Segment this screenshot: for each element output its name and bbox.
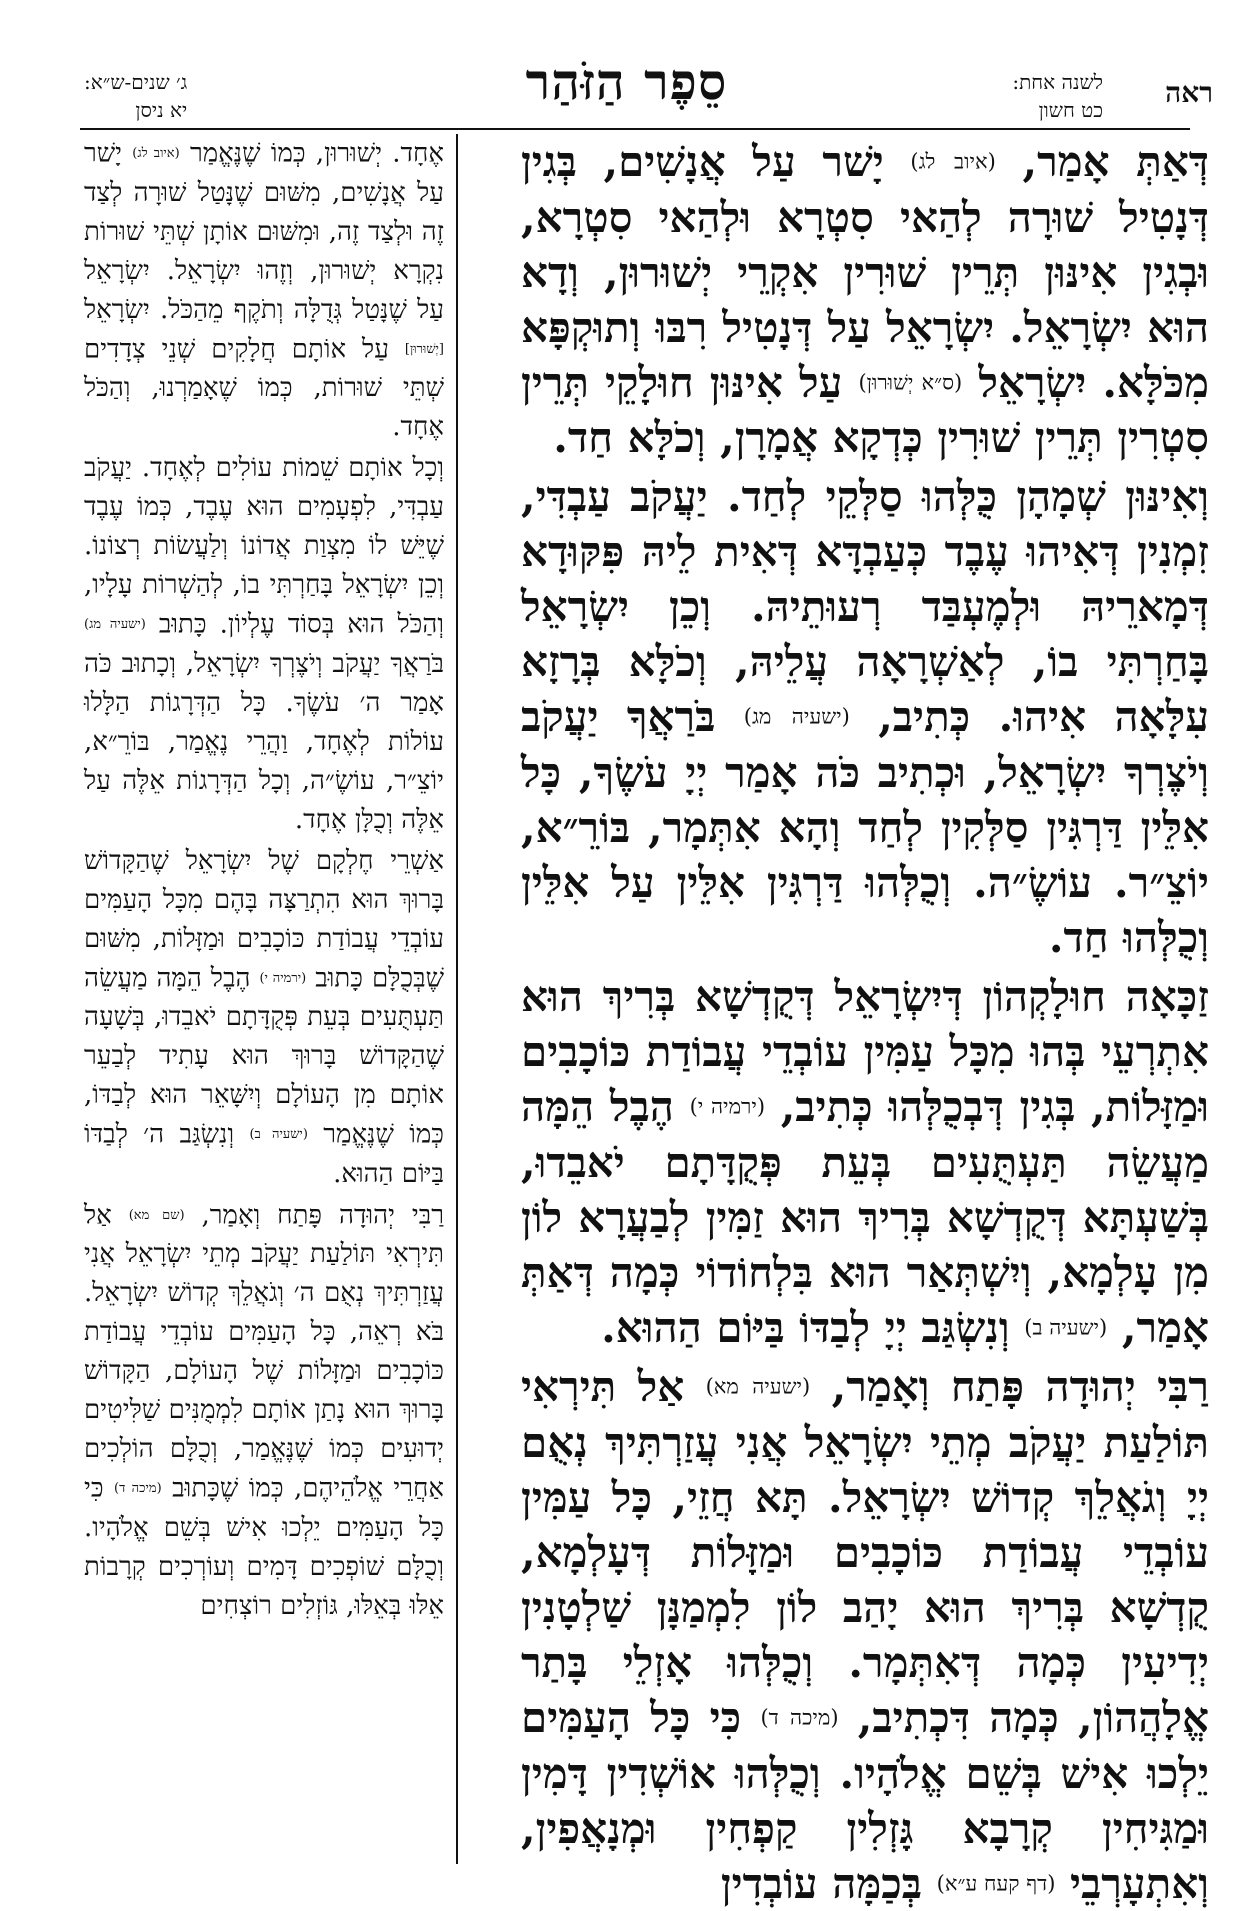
side-s4-end2: כִּי כָּל הָעַמִּים יֵלְכוּ אִישׁ בְּשֵׁם אֱלֹהָיו. וְכֻלָּם שׁוֹפְכִים דָּמִים וְעוֹרְכִים קְרָבוֹת אֵלּוּ בְּאֵלּוּ, גּוֹזְלִים רוֹצְחִים bbox=[84, 1473, 444, 1621]
verse-reference: (שם מא) bbox=[128, 1207, 185, 1223]
book-title: סֵפֶר הַזֹּהַר bbox=[525, 52, 728, 111]
side-paragraph-2 bbox=[84, 449, 444, 840]
main-p2-start: וְאִינּוּן שְׁמָהָן כֻּלְּהוּ סַלְּקֵי לְחַד. יַעֲקֹב עַבְדִּי, זִמְנִין דְּאִיהוּ עֶבֶד כְּעַבְדָּא דְּאִית לֵיהּ פִּקּוּדָא דְּמָארֵיהּ וּלְמֶעְבַּד רְעוּתֵיהּ. וְכֵן יִשְׂרָאֵל בָּחַרְתִּי בוֹ, לְאַשְׁרָאָה עֲלֵיהּ, וְכֹלָּא בְּרָזָא עִלָּאָה אִיהוּ. כְּתִיב, bbox=[521, 472, 1210, 742]
side-s1-start: אֶחָד. יְשׁוּרוּן, כְּמוֹ שֶׁנֶּאֱמַר bbox=[189, 138, 445, 169]
main-paragraph-2 bbox=[521, 469, 1209, 965]
verse-reference: (ירמיה י) bbox=[689, 1094, 766, 1119]
page-header bbox=[0, 0, 1253, 120]
verse-reference: (ישעיה מג) bbox=[743, 704, 850, 729]
side-s3-end: הֶבֶל הֵמָּה מַעֲשֵׂה תַּעְתֻּעִים בְּעֵת פְּקֻדָּתָם יֹאבֵדוּ, בְּשָׁעָה שֶׁהַקָּדוֹשׁ בָּרוּךְ הוּא עָתִיד לְבַעֵר אוֹתָם מִן הָעוֹלָם וְיִשָּׁאֵר הוּא לְבַדּוֹ, כְּמוֹ שֶׁנֶּאֱמַר bbox=[84, 963, 445, 1150]
verse-reference: (ישעיה ב) bbox=[249, 1127, 308, 1143]
verse-reference: (ירמיה י) bbox=[259, 970, 307, 986]
side-s4-start: רַבִּי יְהוּדָה פָּתַח וְאָמַר, bbox=[201, 1200, 444, 1231]
side-s3-end2: וְנִשְׂגַּב ה׳ לְבַדּוֹ בַּיּוֹם הַהוּא. bbox=[84, 1119, 444, 1189]
variant-reference: (ס״א יְשׁוּרוּן) bbox=[858, 370, 963, 395]
three-year-date: יא ניסן bbox=[135, 98, 188, 122]
main-text-column bbox=[521, 134, 1210, 1908]
side-s3-start: אַשְׁרֵי חֶלְקָם שֶׁל יִשְׂרָאֵל שֶׁהַקָּדוֹשׁ בָּרוּךְ הוּא הִתְרַצָּה בָּהֶם מִכָּל הָעַמִּים עוֹבְדֵי עֲבוֹדַת כּוֹכָבִים וּמַזָּלוֹת, מִשּׁוּם שֶׁבְּכֻלָּם כָּתוּב bbox=[84, 845, 445, 994]
one-year-label: לשנה אחת: bbox=[1012, 70, 1103, 94]
three-year-label: ג׳ שנים-ש״א: bbox=[84, 70, 188, 94]
main-paragraph-3 bbox=[521, 969, 1209, 1355]
main-p4-end3: בְּכַמָּה עוֹבְדִין bbox=[720, 1858, 923, 1908]
main-p1-cont: יָשׁר עַל אֲנָשִׁים, בְּגִין דְּנָטִיל שׁוּרָה לְהַאי סִטְרָא וּלְהַאי סִטְרָא, וּבְגִין אִינּוּן תְּרֵין שׁוּרִין אִקְרֵי יְשׁוּרוּן, וְדָא הוּא יִשְׂרָאֵל. יִשְׂרָאֵל עַל דְּנָטִיל רִבּוּ וְתוּקְפָּא מִכֹּלָּא. יִשְׂרָאֵל bbox=[521, 137, 1210, 407]
side-paragraph-4 bbox=[84, 1196, 444, 1626]
one-year-date: כט חשון bbox=[1038, 98, 1103, 122]
main-p4-end: אַל תִּירְאִי תּוֹלַעַת יַעֲקֹב מְתֵי יִשְׂרָאֵל אֲנִי עֲזַרְתִּיךְ נְאֻם יְיָ וְגֹאֲלֵךְ קְדוֹשׁ יִשְׂרָאֵל. תָּא חֲזֵי, כָּל עַמִּין עוֹבְדֵי עֲבוֹדַת כּוֹכָבִים וּמַזָּלוֹת דְּעָלְמָא, קֻדְשָׁא בְּרִיךְ הוּא יָהַב לוֹן לִמְמַנָּן שַׁלְטָנִין יְדִיעִין כְּמָה דְּאִתְּמָר. וְכֻלְּהוּ אָזְלֵי בָּתַר אֱלָהֲהוֹן, כְּמָה דִּכְתִיב, bbox=[521, 1362, 1210, 1742]
side-s2-start: וְכָל אוֹתָם שֵׁמוֹת עוֹלִים לְאֶחָד. יַעֲקֹב עַבְדִּי, לִפְעָמִים הוּא עֶבֶד, כְּמוֹ עֶבֶד שֶׁיֵּשׁ לוֹ מִצְוַת אֲדוֹנוֹ וְלַעֲשׂוֹת רְצוֹנוֹ. וְכֵן יִשְׂרָאֵל בָּחַרְתִּי בוֹ, לְהַשְׁרוֹת עָלָיו, וְהַכֹּל הוּא בְּסוֹד עֶלְיוֹן. כָּתוּב bbox=[84, 453, 444, 640]
side-paragraph-3 bbox=[84, 842, 444, 1194]
main-paragraph-4 bbox=[521, 1359, 1209, 1911]
main-p4-start: רַבִּי יְהוּדָה פָּתַח וְאָמַר, bbox=[831, 1362, 1209, 1412]
side-s4-end: אַל תִּירְאִי תּוֹלַעַת יַעֲקֹב מְתֵי יִשְׂרָאֵל אֲנִי עֲזַרְתִּיךְ נְאֻם ה׳ וְגֹאֲלֵךְ קְדוֹשׁ יִשְׂרָאֵל. בֹּא רְאֵה, כָּל הָעַמִּים עוֹבְדֵי עֲבוֹדַת כּוֹכָבִים וּמַזָּלוֹת שֶׁל הָעוֹלָם, הַקָּדוֹשׁ בָּרוּךְ הוּא נָתַן אוֹתָם לִמְמֻנִּים שַׁלִּיטִים יְדוּעִים כְּמוֹ שֶׁנֶּאֱמַר, וְכֻלָּם הוֹלְכִים אַחֲרֵי אֱלֹהֵיהֶם, כְּמוֹ שֶׁכָּתוּב bbox=[84, 1200, 445, 1504]
main-p1-start: דְּאַתְּ אָמַר, bbox=[1022, 137, 1209, 186]
verse-reference: (מיכה ד) bbox=[114, 1481, 162, 1497]
verse-reference: (ישעיה מג) bbox=[84, 617, 146, 633]
parasha-name: ראה bbox=[1165, 76, 1213, 109]
main-p3-end2: וְנִשְׂגַּב יְיָ לְבַדּוֹ בַּיּוֹם הַהוּא. bbox=[601, 1302, 1010, 1352]
main-p4-end2: כִּי כָּל הָעַמִּים יֵלְכוּ אִישׁ בְּשֵׁם אֱלֹהָיו. וְכֻלְּהוּ אוֹשְׁדִין דָּמִין וּמַגִּיחִין קְרָבָא גָּזְלִין קַפְחִין וּמְנָאֲפִין, וְאִתְעָרְבֵי bbox=[521, 1692, 1209, 1908]
side-s1-cont: יָשׁר עַל אֲנָשִׁים, מִשּׁוּם שֶׁנָּטַל שׁוּרָה לְצַד זֶה וּלְצַד זֶה, וּמִשּׁוּם אוֹתָן שְׁתֵּי שׁוּרוֹת נִקְרָא יְשׁוּרוּן, וְזֶהוּ יִשְׂרָאֵל. יִשְׂרָאֵל עַל שֶׁנָּטַל גְּדֻלָּה וְתֹקֶף מֵהַכֹּל. יִשְׂרָאֵל bbox=[84, 138, 444, 325]
variant-reference: [יְשׁוּרוּן] bbox=[404, 341, 444, 357]
side-paragraph-1 bbox=[84, 134, 444, 447]
three-year-schedule bbox=[84, 68, 187, 124]
main-p2-end: בֹּרַאֲךָ יַעֲקֹב וְיֹצֶרְךָ יִשְׂרָאֵל, וּכְתִיב כֹּה אָמַר יְיָ עֹשֶׂךָ, כָּל אִלֵּין דַּרְגִּין סַלְּקִין לְחַד וְהָא אִתְּמָר, בּוֹרֵ״א, יוֹצֵ״ר. עוֹשֶׂ״ה. וְכֻלְּהוּ דַּרְגִּין אִלֵּין עַל אִלֵּין וְכֻלְּהוּ חַד. bbox=[521, 692, 1209, 962]
verse-reference: (איוב לג) bbox=[910, 149, 996, 174]
main-p3-start: זַכָּאָה חוּלָקְהוֹן דְּיִשְׂרָאֵל דְּקֻדְשָׁא בְּרִיךְ הוּא אִתְרְעֵי בְּהוּ מִכָּל עַמִּין עוֹבְדֵי עֲבוֹדַת כּוֹכָבִים וּמַזָּלוֹת, בְּגִין דְּבְכֻלְּהוּ כְּתִיב, bbox=[521, 971, 1209, 1131]
header-rule bbox=[80, 128, 1190, 130]
verse-reference: (ישעיה ב) bbox=[1024, 1315, 1108, 1340]
column-divider bbox=[456, 134, 458, 1864]
verse-reference: (ישעיה מא) bbox=[705, 1374, 811, 1399]
translation-column bbox=[84, 134, 444, 1864]
main-p1-end: עַל אִינּוּן חוּלָקֵי תְּרֵין סִטְרִין תְּרֵין שׁוּרִין כְּדְקָא אֲמָרָן, וְכֹלָּא חַד. bbox=[521, 357, 1209, 463]
folio-reference: (דף קעח ע״א) bbox=[936, 1871, 1056, 1896]
side-s2-end: בֹּרַאֲךָ יַעֲקֹב וְיֹצֶרְךָ יִשְׂרָאֵל, וְכָתוּב כֹּה אָמַר ה׳ עֹשֶׂךָ. כָּל הַדְּרָגוֹת הַלָּלוּ עוֹלוֹת לְאֶחָד, וַהֲרֵי נֶאֱמַר, בּוֹרֵ״א, יוֹצֵ״ר, עוֹשֶׂ״ה, וְכָל הַדְּרָגוֹת אֵלֶּה עַל אֵלֶּה וְכֻלָּן אֶחָד. bbox=[84, 648, 444, 835]
main-p3-end: הֶבֶל הֵמָּה מַעֲשֵׂה תַּעְתֻּעִים בְּעֵת פְּקֻדָּתָם יֹאבֵדוּ, בְּשַׁעְתָּא דְּקֻדְשָׁא בְּרִיךְ הוּא זַמִּין לְבַעֲרָא לוֹן מִן עָלְמָא, וְיִשְׁתְּאַר הוּא בִּלְחוֹדוֹי כְּמָה דְּאַתְּ אָמַר, bbox=[521, 1081, 1209, 1352]
side-s1-end: עַל אוֹתָם חֲלָקִים שְׁנֵי צְדָדִים שְׁתֵּי שׁוּרוֹת, כְּמוֹ שֶׁאָמַרְנוּ, וְהַכֹּל אֶחָד. bbox=[84, 334, 444, 443]
verse-reference: (איוב לג) bbox=[132, 146, 180, 161]
main-paragraph-1 bbox=[521, 134, 1209, 465]
verse-reference: (מיכה ד) bbox=[760, 1705, 839, 1730]
